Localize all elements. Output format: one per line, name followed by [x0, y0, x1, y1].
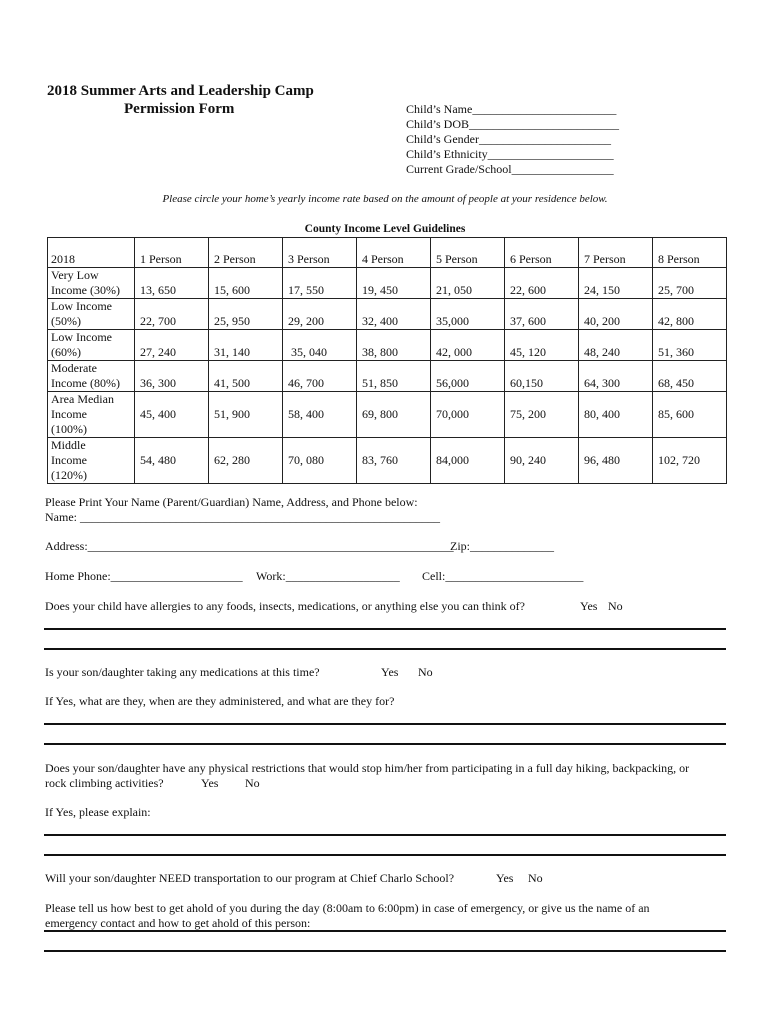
- column-header: 7 Person: [579, 238, 653, 268]
- table-cell[interactable]: 45, 120: [505, 330, 579, 361]
- answer-line[interactable]: [44, 648, 726, 650]
- answer-line[interactable]: [44, 834, 726, 836]
- column-header: 3 Person: [283, 238, 357, 268]
- table-cell[interactable]: 42, 800: [653, 299, 727, 330]
- table-cell[interactable]: 58, 400: [283, 392, 357, 438]
- table-cell[interactable]: 40, 200: [579, 299, 653, 330]
- table-cell[interactable]: 90, 240: [505, 438, 579, 484]
- restrictions-question: Does your son/daughter have any physical restrictions that would stop him/her from participating in a full day hiking, backpacking, or: [45, 761, 690, 775]
- row-label: [48, 330, 135, 361]
- table-cell[interactable]: 54, 480: [135, 438, 209, 484]
- table-cell[interactable]: 24, 150: [579, 268, 653, 299]
- emergency-question-cont: emergency contact and how to get ahold of this person:: [45, 916, 311, 930]
- row-label: [48, 438, 135, 484]
- table-cell[interactable]: 56,000: [431, 361, 505, 392]
- table-row: [48, 299, 727, 330]
- table-year: 2018: [48, 238, 135, 268]
- row-label: [48, 268, 135, 299]
- table-cell[interactable]: 51, 900: [209, 392, 283, 438]
- transportation-yes-option[interactable]: Yes: [496, 871, 514, 885]
- column-header: 1 Person: [135, 238, 209, 268]
- column-header: 6 Person: [505, 238, 579, 268]
- table-cell[interactable]: 70, 080: [283, 438, 357, 484]
- zip-field[interactable]: Zip:______________: [450, 539, 554, 553]
- answer-line[interactable]: [44, 723, 726, 725]
- row-label-line: (60%): [51, 345, 81, 359]
- table-cell[interactable]: 62, 280: [209, 438, 283, 484]
- row-label-line: (50%): [51, 314, 81, 328]
- table-cell[interactable]: 25, 950: [209, 299, 283, 330]
- table-cell[interactable]: 70,000: [431, 392, 505, 438]
- table-cell[interactable]: 31, 140: [209, 330, 283, 361]
- table-cell[interactable]: 22, 600: [505, 268, 579, 299]
- table-cell[interactable]: 25, 700: [653, 268, 727, 299]
- child-info-block: [406, 102, 619, 177]
- row-label-line: Income (30%): [51, 283, 120, 297]
- row-label-line: Low Income: [51, 299, 112, 313]
- parent-info-intro: Please Print Your Name (Parent/Guardian) Name, Address, and Phone below:: [45, 495, 418, 509]
- table-cell[interactable]: 21, 050: [431, 268, 505, 299]
- table-cell[interactable]: 27, 240: [135, 330, 209, 361]
- table-header-row: [48, 238, 727, 268]
- table-cell[interactable]: 42, 000: [431, 330, 505, 361]
- table-cell[interactable]: 51, 850: [357, 361, 431, 392]
- table-row: [48, 392, 727, 438]
- table-cell[interactable]: 75, 200: [505, 392, 579, 438]
- answer-line[interactable]: [44, 743, 726, 745]
- row-label-line: Middle: [51, 438, 86, 452]
- table-cell[interactable]: 84,000: [431, 438, 505, 484]
- form-title: 2018 Summer Arts and Leadership Camp: [47, 83, 314, 99]
- income-table-title: County Income Level Guidelines: [304, 223, 466, 235]
- allergies-no-option[interactable]: No: [608, 599, 623, 613]
- form-subtitle: Permission Form: [124, 101, 235, 117]
- restrictions-yes-option[interactable]: Yes: [201, 776, 219, 790]
- row-label-line: (120%): [51, 468, 87, 482]
- child-ethnicity-field[interactable]: Child’s Ethnicity_____________________: [406, 147, 614, 161]
- income-instruction: Please circle your home’s yearly income rate based on the amount of people at your residence below.: [162, 193, 608, 205]
- table-row: [48, 361, 727, 392]
- current-grade-school-field[interactable]: Current Grade/School_________________: [406, 162, 614, 176]
- child-gender-field[interactable]: Child’s Gender______________________: [406, 132, 611, 146]
- child-name-field[interactable]: Child’s Name________________________: [406, 102, 617, 116]
- table-cell[interactable]: 102, 720: [653, 438, 727, 484]
- table-cell[interactable]: 37, 600: [505, 299, 579, 330]
- table-cell[interactable]: 15, 600: [209, 268, 283, 299]
- row-label: [48, 361, 135, 392]
- table-cell[interactable]: 36, 300: [135, 361, 209, 392]
- transportation-no-option[interactable]: No: [528, 871, 543, 885]
- income-guidelines-table: [47, 237, 727, 484]
- row-label-line: Very Low: [51, 268, 99, 282]
- restrictions-question-cont: rock climbing activities?: [45, 776, 164, 790]
- answer-line[interactable]: [44, 628, 726, 630]
- medications-followup: If Yes, what are they, when are they administered, and what are they for?: [45, 694, 395, 708]
- table-cell[interactable]: 69, 800: [357, 392, 431, 438]
- table-cell[interactable]: 35,000: [431, 299, 505, 330]
- table-cell[interactable]: 29, 200: [283, 299, 357, 330]
- home-phone-field[interactable]: Home Phone:______________________: [45, 569, 243, 583]
- medications-yes-option[interactable]: Yes: [381, 665, 399, 679]
- table-cell[interactable]: 32, 400: [357, 299, 431, 330]
- table-cell[interactable]: 22, 700: [135, 299, 209, 330]
- column-header: 8 Person: [653, 238, 727, 268]
- allergies-yes-option[interactable]: Yes: [580, 599, 598, 613]
- row-label-line: Area Median: [51, 392, 114, 406]
- child-dob-field[interactable]: Child’s DOB_________________________: [406, 117, 620, 131]
- row-label-line: Income: [51, 453, 87, 467]
- restrictions-no-option[interactable]: No: [245, 776, 260, 790]
- address-field[interactable]: Address:_____________________________________________________________: [45, 539, 454, 553]
- row-label-line: Income (80%): [51, 376, 120, 390]
- column-header: 4 Person: [357, 238, 431, 268]
- table-cell[interactable]: 17, 550: [283, 268, 357, 299]
- table-cell[interactable]: 48, 240: [579, 330, 653, 361]
- table-cell[interactable]: 41, 500: [209, 361, 283, 392]
- row-label-line: Moderate: [51, 361, 97, 375]
- column-header: 2 Person: [209, 238, 283, 268]
- table-cell[interactable]: 85, 600: [653, 392, 727, 438]
- table-cell[interactable]: 80, 400: [579, 392, 653, 438]
- medications-question: Is your son/daughter taking any medications at this time?: [45, 665, 320, 679]
- table-cell[interactable]: 68, 450: [653, 361, 727, 392]
- column-header: 5 Person: [431, 238, 505, 268]
- row-label-line: Income: [51, 407, 87, 421]
- row-label-line: (100%): [51, 422, 87, 436]
- table-cell[interactable]: 19, 450: [357, 268, 431, 299]
- cell-phone-field[interactable]: Cell:_______________________: [422, 569, 584, 583]
- emergency-question: Please tell us how best to get ahold of you during the day (8:00am to 6:00pm) in case of emergency, or give us the name of an: [45, 901, 650, 915]
- row-label-line: Low Income: [51, 330, 112, 344]
- table-cell[interactable]: 64, 300: [579, 361, 653, 392]
- row-label: [48, 392, 135, 438]
- table-cell[interactable]: 46, 700: [283, 361, 357, 392]
- restrictions-followup: If Yes, please explain:: [45, 805, 151, 819]
- transportation-question: Will your son/daughter NEED transportation to our program at Chief Charlo School?: [45, 871, 455, 885]
- table-cell[interactable]: 60,150: [505, 361, 579, 392]
- table-cell[interactable]: 38, 800: [357, 330, 431, 361]
- table-row: [48, 330, 727, 361]
- table-cell[interactable]: 83, 760: [357, 438, 431, 484]
- table-cell[interactable]: 96, 480: [579, 438, 653, 484]
- allergies-question: Does your child have allergies to any foods, insects, medications, or anything else you can think of?: [45, 599, 525, 613]
- answer-line[interactable]: [44, 854, 726, 856]
- row-label: [48, 299, 135, 330]
- table-cell[interactable]: 35, 040: [283, 330, 357, 361]
- table-row: [48, 268, 727, 299]
- answer-line[interactable]: [44, 930, 726, 932]
- work-phone-field[interactable]: Work:___________________: [256, 569, 400, 583]
- table-cell[interactable]: 13, 650: [135, 268, 209, 299]
- table-row: [48, 438, 727, 484]
- table-cell[interactable]: 51, 360: [653, 330, 727, 361]
- medications-no-option[interactable]: No: [418, 665, 433, 679]
- answer-line[interactable]: [44, 950, 726, 952]
- parent-name-field[interactable]: Name: ____________________________________________________________: [45, 510, 440, 524]
- table-cell[interactable]: 45, 400: [135, 392, 209, 438]
